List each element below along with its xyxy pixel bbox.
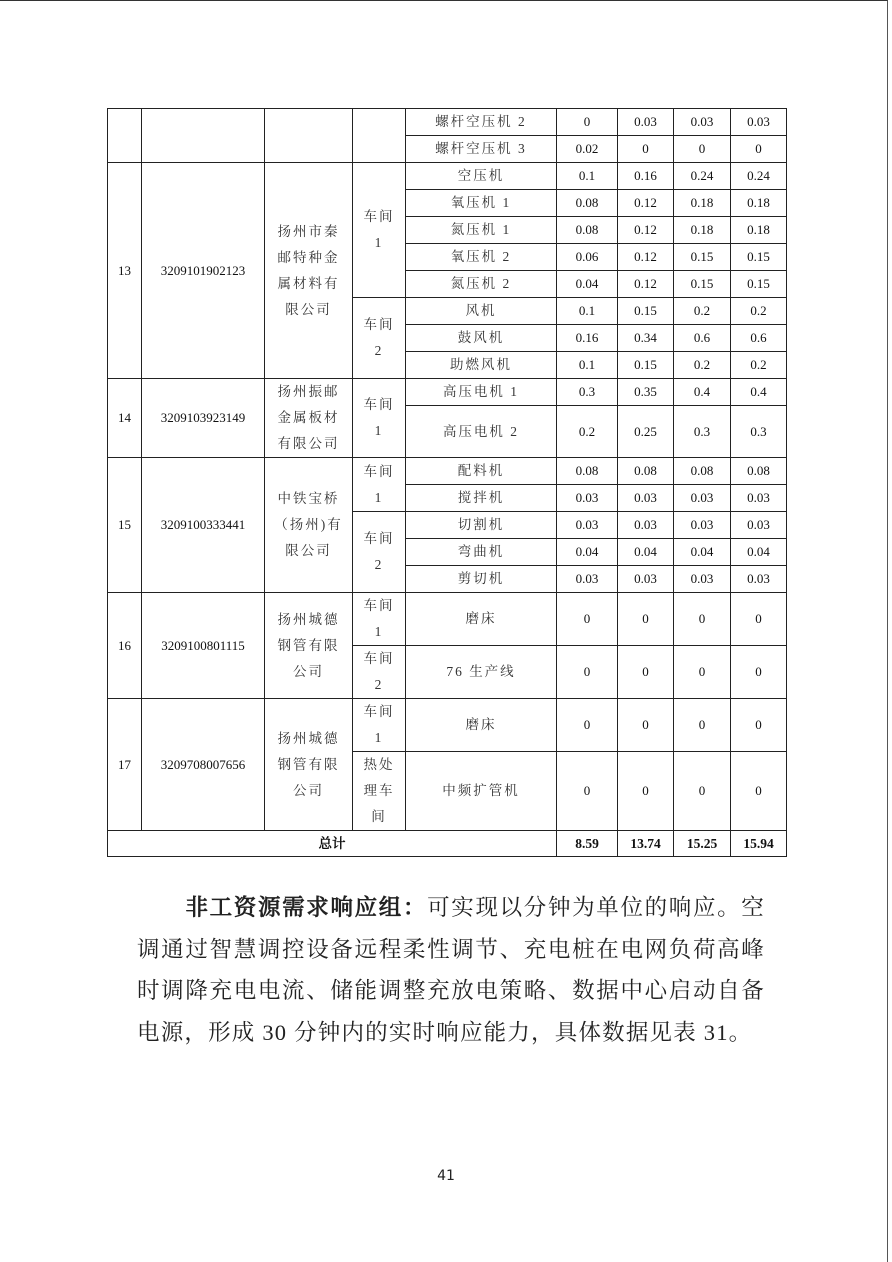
company-name xyxy=(265,458,353,593)
capacity-value: 0.35 xyxy=(618,379,674,406)
capacity-value: 0.2 xyxy=(731,298,787,325)
table-row xyxy=(108,593,787,646)
device-name: 磨床 xyxy=(406,593,557,646)
workshop-name xyxy=(353,109,406,163)
device-name: 螺杆空压机 2 xyxy=(406,109,557,136)
capacity-value: 0 xyxy=(557,109,618,136)
row-number: 14 xyxy=(108,379,142,458)
capacity-value: 0 xyxy=(674,136,731,163)
workshop-name: 车间 2 xyxy=(353,646,406,699)
company-name-text: 扬州城德钢管有限公司 xyxy=(277,611,340,679)
workshop-name: 车间 1 xyxy=(353,163,406,298)
capacity-value: 0.03 xyxy=(618,109,674,136)
table-row xyxy=(108,458,787,485)
capacity-value: 0.2 xyxy=(557,406,618,458)
workshop-name: 热处 理车 间 xyxy=(353,752,406,831)
device-name: 高压电机 1 xyxy=(406,379,557,406)
device-name: 剪切机 xyxy=(406,566,557,593)
capacity-value: 0.15 xyxy=(674,244,731,271)
capacity-value: 0 xyxy=(618,593,674,646)
device-name: 中频扩管机 xyxy=(406,752,557,831)
company-name-text: 扬州振邮金属板材有限公司 xyxy=(277,384,340,451)
capacity-value: 0 xyxy=(674,699,731,752)
capacity-value: 0.4 xyxy=(731,379,787,406)
capacity-value: 0.12 xyxy=(618,244,674,271)
company-name xyxy=(265,109,353,163)
workshop-name: 车间 1 xyxy=(353,699,406,752)
capacity-value: 0 xyxy=(731,136,787,163)
device-name: 鼓风机 xyxy=(406,325,557,352)
device-name: 氮压机 2 xyxy=(406,271,557,298)
row-number xyxy=(108,109,142,163)
workshop-name: 车间 2 xyxy=(353,298,406,379)
capacity-value: 0.03 xyxy=(674,512,731,539)
capacity-value: 0.03 xyxy=(731,485,787,512)
capacity-value: 0.03 xyxy=(618,566,674,593)
capacity-value: 0.08 xyxy=(731,458,787,485)
capacity-value: 0 xyxy=(557,646,618,699)
table-row xyxy=(108,699,787,752)
total-value: 15.25 xyxy=(674,831,731,857)
capacity-value: 0 xyxy=(618,699,674,752)
capacity-value: 0 xyxy=(618,646,674,699)
capacity-value: 0.2 xyxy=(674,352,731,379)
capacity-value: 0.03 xyxy=(731,109,787,136)
capacity-value: 0.34 xyxy=(618,325,674,352)
capacity-value: 0.08 xyxy=(557,190,618,217)
company-name-text: 扬州市秦邮特种金属材料有限公司 xyxy=(277,223,340,317)
device-name: 弯曲机 xyxy=(406,539,557,566)
row-number: 17 xyxy=(108,699,142,831)
capacity-value: 0.1 xyxy=(557,163,618,190)
capacity-value: 0.15 xyxy=(731,244,787,271)
capacity-value: 0.08 xyxy=(557,217,618,244)
device-name: 高压电机 2 xyxy=(406,406,557,458)
device-name: 搅拌机 xyxy=(406,485,557,512)
row-number: 13 xyxy=(108,163,142,379)
capacity-value: 0.04 xyxy=(557,539,618,566)
table-row xyxy=(108,379,787,406)
capacity-value: 0 xyxy=(674,593,731,646)
capacity-value: 0 xyxy=(618,136,674,163)
company-name xyxy=(265,163,353,379)
row-number: 15 xyxy=(108,458,142,593)
paragraph-lead: 非工资源需求响应组： xyxy=(185,895,428,920)
device-name: 切割机 xyxy=(406,512,557,539)
capacity-value: 0.24 xyxy=(674,163,731,190)
capacity-value: 0 xyxy=(674,752,731,831)
capacity-value: 0 xyxy=(557,699,618,752)
capacity-value: 0 xyxy=(731,699,787,752)
capacity-value: 0.12 xyxy=(618,190,674,217)
capacity-value: 0.18 xyxy=(674,217,731,244)
capacity-value: 0 xyxy=(557,752,618,831)
capacity-value: 0 xyxy=(731,752,787,831)
capacity-value: 0.03 xyxy=(731,566,787,593)
capacity-value: 0.04 xyxy=(618,539,674,566)
capacity-value: 0.24 xyxy=(731,163,787,190)
device-name: 空压机 xyxy=(406,163,557,190)
capacity-value: 0.12 xyxy=(618,217,674,244)
capacity-value: 0.2 xyxy=(731,352,787,379)
workshop-name: 车间 1 xyxy=(353,593,406,646)
capacity-value: 0 xyxy=(731,646,787,699)
device-name: 助燃风机 xyxy=(406,352,557,379)
company-name-text: 扬州城德钢管有限公司 xyxy=(277,730,340,798)
capacity-value: 0.08 xyxy=(557,458,618,485)
company-name xyxy=(265,379,353,458)
device-name: 氧压机 1 xyxy=(406,190,557,217)
capacity-value: 0.03 xyxy=(731,512,787,539)
capacity-value: 0.04 xyxy=(674,539,731,566)
device-name: 磨床 xyxy=(406,699,557,752)
company-name-text: 中铁宝桥（扬州)有限公司 xyxy=(274,491,343,558)
device-name: 风机 xyxy=(406,298,557,325)
capacity-value: 0.3 xyxy=(731,406,787,458)
account-id: 3209708007656 xyxy=(142,699,265,831)
capacity-value: 0.15 xyxy=(618,298,674,325)
capacity-value: 0.3 xyxy=(674,406,731,458)
capacity-value: 0.15 xyxy=(731,271,787,298)
capacity-value: 0.03 xyxy=(557,485,618,512)
total-value: 8.59 xyxy=(557,831,618,857)
account-id: 3209103923149 xyxy=(142,379,265,458)
capacity-value: 0.02 xyxy=(557,136,618,163)
body-paragraph xyxy=(137,887,765,1053)
capacity-value: 0.1 xyxy=(557,352,618,379)
company-name xyxy=(265,593,353,699)
capacity-value: 0.03 xyxy=(618,485,674,512)
capacity-value: 0.03 xyxy=(674,566,731,593)
demand-response-table xyxy=(107,108,787,857)
workshop-name: 车间 1 xyxy=(353,379,406,458)
capacity-value: 0.03 xyxy=(618,512,674,539)
paragraph-body: 可实现以分钟为单位的响应。空调通过智慧调控设备远程柔性调节、充电桩在电网负荷高峰时调降充电电流、储能调整充放电策略、数据中心启动自备电源，形成 30 分钟内的实时响应能力，具体数据见表 31。 xyxy=(137,895,765,1045)
capacity-value: 0 xyxy=(674,646,731,699)
capacity-value: 0.16 xyxy=(557,325,618,352)
capacity-value: 0.03 xyxy=(674,485,731,512)
device-name: 配料机 xyxy=(406,458,557,485)
capacity-value: 0.04 xyxy=(557,271,618,298)
capacity-value: 0.12 xyxy=(618,271,674,298)
capacity-value: 0.03 xyxy=(557,512,618,539)
capacity-value: 0.08 xyxy=(618,458,674,485)
table-row xyxy=(108,163,787,190)
account-id xyxy=(142,109,265,163)
capacity-value: 0 xyxy=(557,593,618,646)
capacity-value: 0.6 xyxy=(674,325,731,352)
capacity-value: 0.6 xyxy=(731,325,787,352)
capacity-value: 0.4 xyxy=(674,379,731,406)
page-number: 41 xyxy=(437,1168,455,1184)
total-row xyxy=(108,831,787,857)
capacity-value: 0.16 xyxy=(618,163,674,190)
total-value: 13.74 xyxy=(618,831,674,857)
capacity-value: 0.08 xyxy=(674,458,731,485)
account-id: 3209100333441 xyxy=(142,458,265,593)
table-row xyxy=(108,109,787,136)
capacity-value: 0 xyxy=(618,752,674,831)
capacity-value: 0.04 xyxy=(731,539,787,566)
capacity-value: 0.03 xyxy=(557,566,618,593)
capacity-value: 0.03 xyxy=(674,109,731,136)
capacity-value: 0.25 xyxy=(618,406,674,458)
capacity-value: 0.15 xyxy=(618,352,674,379)
capacity-value: 0.06 xyxy=(557,244,618,271)
capacity-value: 0.18 xyxy=(731,190,787,217)
capacity-value: 0.15 xyxy=(674,271,731,298)
capacity-value: 0 xyxy=(731,593,787,646)
total-value: 15.94 xyxy=(731,831,787,857)
workshop-name: 车间 2 xyxy=(353,512,406,593)
capacity-value: 0.2 xyxy=(674,298,731,325)
device-name: 螺杆空压机 3 xyxy=(406,136,557,163)
capacity-value: 0.18 xyxy=(674,190,731,217)
account-id: 3209100801115 xyxy=(142,593,265,699)
capacity-value: 0.18 xyxy=(731,217,787,244)
row-number: 16 xyxy=(108,593,142,699)
company-name xyxy=(265,699,353,831)
device-name: 氮压机 1 xyxy=(406,217,557,244)
device-name: 氧压机 2 xyxy=(406,244,557,271)
account-id: 3209101902123 xyxy=(142,163,265,379)
capacity-value: 0.1 xyxy=(557,298,618,325)
capacity-value: 0.3 xyxy=(557,379,618,406)
workshop-name: 车间 1 xyxy=(353,458,406,512)
total-label: 总计 xyxy=(108,831,557,857)
device-name: 76 生产线 xyxy=(406,646,557,699)
